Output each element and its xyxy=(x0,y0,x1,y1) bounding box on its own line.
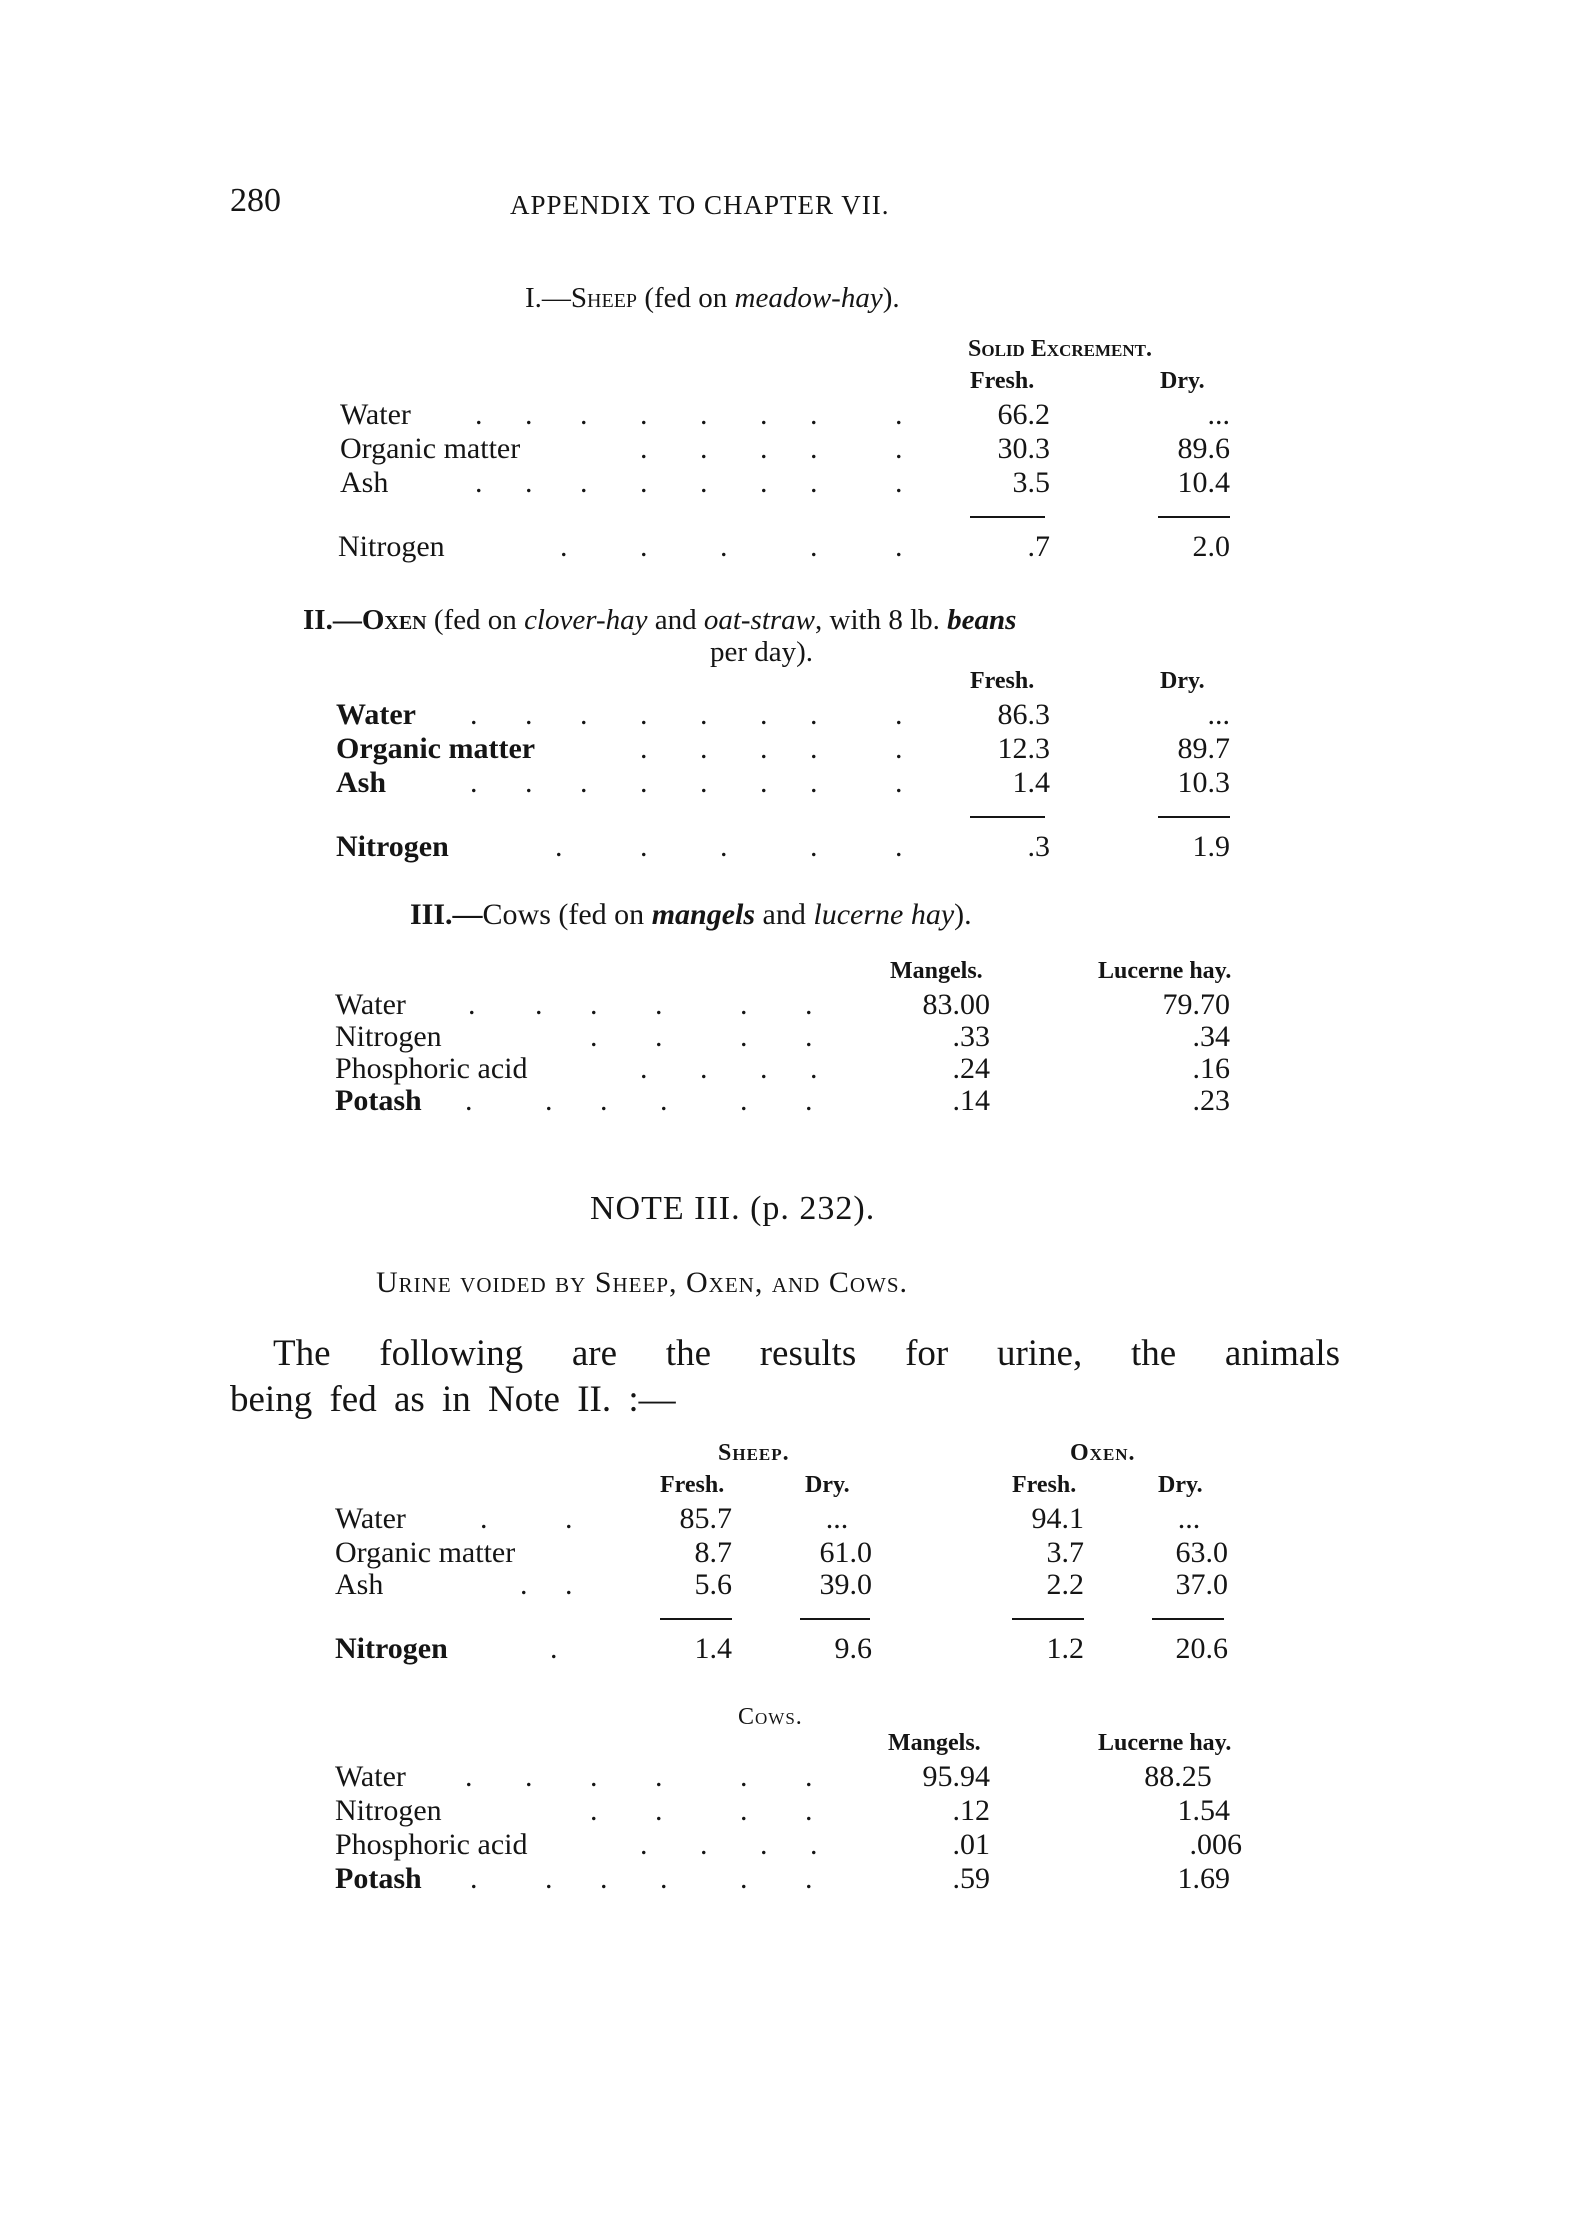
note-paragraph-line: The following are the results for urine, the animals xyxy=(273,1333,1340,1374)
row-label: Potash xyxy=(335,1862,422,1895)
value-dry: ... xyxy=(1207,398,1230,431)
value-mangels: .24 xyxy=(952,1052,990,1085)
title-feed: oat-straw xyxy=(703,604,816,636)
col-fresh: Fresh. xyxy=(660,1472,725,1498)
value-fresh: 3.5 xyxy=(1012,466,1050,499)
row-label: Ash xyxy=(336,766,387,799)
running-title: APPENDIX TO CHAPTER VII. xyxy=(510,190,890,220)
sum-rule xyxy=(1158,516,1230,518)
sum-rule xyxy=(1152,1618,1224,1620)
row-label: Potash xyxy=(335,1084,422,1117)
title-feed: meadow-hay xyxy=(734,282,883,314)
value-sheep-fresh: 5.6 xyxy=(694,1568,732,1601)
col-lucerne-hay: Lucerne hay. xyxy=(1098,1730,1232,1756)
value-lucerne: 1.69 xyxy=(1177,1862,1230,1895)
value-mangels: .01 xyxy=(952,1828,990,1861)
value-dry: 10.3 xyxy=(1177,766,1230,799)
value-fresh: 12.3 xyxy=(997,732,1050,765)
title-pre: (fed on xyxy=(637,282,735,314)
col-fresh: Fresh. xyxy=(970,668,1035,694)
value-lucerne: 88.25 xyxy=(1144,1760,1212,1793)
value-oxen-dry: 63.0 xyxy=(1175,1536,1228,1569)
col-dry: Dry. xyxy=(1160,368,1205,394)
value-sheep-dry: 9.6 xyxy=(834,1632,872,1665)
value-oxen-dry: 20.6 xyxy=(1175,1632,1228,1665)
value-lucerne: 1.54 xyxy=(1177,1794,1230,1827)
row-label: Phosphoric acid xyxy=(335,1828,528,1861)
value-fresh: .7 xyxy=(1027,530,1050,563)
value-sheep-fresh: 8.7 xyxy=(694,1536,732,1569)
col-fresh: Fresh. xyxy=(1012,1472,1077,1498)
row-label: Water xyxy=(335,1760,406,1793)
page-number: 280 xyxy=(230,182,281,219)
row-label: Water xyxy=(340,398,411,431)
value-sheep-fresh: 85.7 xyxy=(679,1502,732,1535)
value-oxen-fresh: 1.2 xyxy=(1046,1632,1084,1665)
sum-rule xyxy=(970,516,1045,518)
solid-excrement-header: Solid Excrement. xyxy=(968,336,1152,362)
row-label: Water xyxy=(335,988,406,1021)
title-lead: III.— xyxy=(410,898,483,931)
value-dry: 2.0 xyxy=(1192,530,1230,563)
title-lead: I.— xyxy=(525,282,571,314)
value-sheep-dry: ... xyxy=(825,1502,849,1535)
col-fresh: Fresh. xyxy=(970,368,1035,394)
oxen-section-title xyxy=(303,604,1016,637)
row-label: Nitrogen xyxy=(336,830,449,863)
note-paragraph-line: being fed as in Note II. :— xyxy=(230,1379,676,1420)
value-dry: 89.7 xyxy=(1177,732,1230,765)
title-feed: clover-hay xyxy=(524,604,648,636)
row-label: Phosphoric acid xyxy=(335,1052,528,1085)
value-mangels: .33 xyxy=(952,1020,990,1053)
value-mangels: 83.00 xyxy=(922,988,990,1021)
sum-rule xyxy=(970,816,1045,818)
title-animal: Sheep xyxy=(570,282,638,314)
value-mangels: .59 xyxy=(952,1862,990,1895)
value-lucerne: .16 xyxy=(1192,1052,1230,1085)
title-feed: lucerne hay xyxy=(813,898,955,931)
value-lucerne: .006 xyxy=(1189,1828,1242,1861)
value-lucerne: 79.70 xyxy=(1162,988,1230,1021)
row-label: Ash xyxy=(335,1568,384,1601)
row-label: Organic matter xyxy=(340,432,521,465)
value-dry: 10.4 xyxy=(1177,466,1230,499)
value-fresh: .3 xyxy=(1027,830,1050,863)
value-dry: 1.9 xyxy=(1192,830,1230,863)
title-feed: mangels xyxy=(651,898,756,931)
value-fresh: 86.3 xyxy=(997,698,1050,731)
title-pre: (fed on xyxy=(426,604,525,636)
value-dry: 89.6 xyxy=(1177,432,1230,465)
title-post: ). xyxy=(882,282,900,314)
title-animal: Cows xyxy=(482,898,551,931)
title-mid: , with 8 lb. xyxy=(815,604,948,636)
value-fresh: 1.4 xyxy=(1012,766,1050,799)
sum-rule xyxy=(800,1618,870,1620)
value-oxen-dry: ... xyxy=(1177,1502,1201,1535)
col-dry: Dry. xyxy=(1160,668,1205,694)
title-animal: Oxen xyxy=(361,604,427,636)
value-oxen-dry: 37.0 xyxy=(1175,1568,1228,1601)
value-dry: ... xyxy=(1207,698,1230,731)
value-oxen-fresh: 94.1 xyxy=(1031,1502,1084,1535)
title-feed: beans xyxy=(947,604,1017,636)
sheep-section-title xyxy=(525,282,900,315)
group-oxen: Oxen. xyxy=(1070,1440,1136,1466)
value-lucerne: .34 xyxy=(1192,1020,1230,1053)
col-mangels: Mangels. xyxy=(890,958,983,984)
value-oxen-fresh: 3.7 xyxy=(1046,1536,1084,1569)
value-mangels: .12 xyxy=(952,1794,990,1827)
row-label: Nitrogen xyxy=(335,1020,442,1053)
value-sheep-dry: 39.0 xyxy=(819,1568,872,1601)
value-sheep-fresh: 1.4 xyxy=(694,1632,732,1665)
note-heading: NOTE III. (p. 232). xyxy=(590,1190,876,1227)
value-oxen-fresh: 2.2 xyxy=(1046,1568,1084,1601)
title-lead: II.— xyxy=(303,604,362,636)
col-mangels: Mangels. xyxy=(888,1730,981,1756)
row-label: Nitrogen xyxy=(335,1794,442,1827)
cows-section-title xyxy=(410,898,972,932)
note-subheading: Urine voided by Sheep, Oxen, and Cows. xyxy=(376,1266,908,1299)
row-label: Ash xyxy=(340,466,389,499)
value-fresh: 66.2 xyxy=(997,398,1050,431)
sum-rule xyxy=(660,1618,732,1620)
title-mid: and xyxy=(647,604,704,636)
row-label: Organic matter xyxy=(336,732,536,765)
group-cows: Cows. xyxy=(738,1704,803,1730)
row-label: Water xyxy=(336,698,416,731)
col-dry: Dry. xyxy=(805,1472,850,1498)
row-label: Water xyxy=(335,1502,406,1535)
col-lucerne-hay: Lucerne hay. xyxy=(1098,958,1232,984)
title-mid: and xyxy=(755,898,814,931)
value-sheep-dry: 61.0 xyxy=(819,1536,872,1569)
sum-rule xyxy=(1012,1618,1084,1620)
value-mangels: .14 xyxy=(952,1084,990,1117)
group-sheep: Sheep. xyxy=(718,1440,790,1466)
value-mangels: 95.94 xyxy=(922,1760,990,1793)
value-fresh: 30.3 xyxy=(997,432,1050,465)
title-post: ). xyxy=(954,898,972,931)
title-pre: (fed on xyxy=(550,898,652,931)
row-label: Nitrogen xyxy=(335,1632,448,1665)
row-label: Nitrogen xyxy=(338,530,445,563)
row-label: Organic matter xyxy=(335,1536,516,1569)
value-lucerne: .23 xyxy=(1192,1084,1230,1117)
oxen-title-line2: per day). xyxy=(710,636,814,668)
col-dry: Dry. xyxy=(1158,1472,1203,1498)
sum-rule xyxy=(1158,816,1230,818)
